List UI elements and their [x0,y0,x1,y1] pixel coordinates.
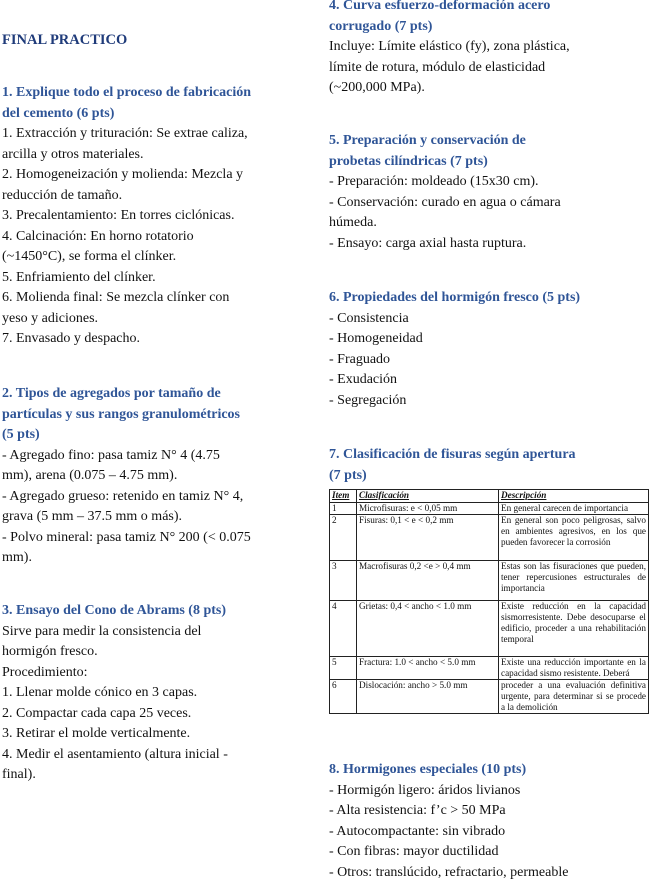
table-row [330,657,649,680]
text-line: Procedimiento: [2,663,318,684]
table-cell: Microfisuras: e < 0,05 mm [357,503,499,515]
table-cell: 5 [330,657,357,680]
section-7-heading-line: 7. Clasificación de fisuras según apertura [329,445,645,466]
section-8 [329,760,645,883]
table-cell: 3 [330,561,357,601]
section-5-heading-line: 5. Preparación y conservación de [329,131,645,152]
table-row [330,503,649,515]
text-line: (~1450°C), se forma el clínker. [2,247,318,268]
section-7-heading-line: (7 pts) [329,466,645,487]
section-4-heading-line: corrugado (7 pts) [329,17,645,38]
text-line: Sirve para medir la consistencia del [2,622,318,643]
text-line: límite de rotura, módulo de elasticidad [329,58,645,79]
section-1-heading-line: 1. Explique todo el proceso de fabricación [2,83,318,104]
section-1-heading-line: del cemento (6 pts) [2,104,318,125]
text-line: 2. Compactar cada capa 25 veces. [2,704,318,725]
text-line: - Hormigón ligero: áridos livianos [329,781,645,802]
text-line: 1. Extracción y trituración: Se extrae caliza, [2,124,318,145]
text-line: mm), arena (0.075 – 4.75 mm). [2,466,318,487]
section-6-heading-line: 6. Propiedades del hormigón fresco (5 pts) [329,288,645,309]
text-line: - Consistencia [329,309,645,330]
text-line: - Autocompactante: sin vibrado [329,822,645,843]
table-cell: 1 [330,503,357,515]
text-line: 3. Retirar el molde verticalmente. [2,724,318,745]
table-cell: Estas son las fisuraciones que pueden, tener repercusiones estructurales de importancia [499,561,649,601]
section-2-heading-line: 2. Tipos de agregados por tamaño de [2,384,318,405]
table-header-cell: Descripción [499,490,649,503]
table-header-row [330,490,649,503]
text-line: - Polvo mineral: pasa tamiz N° 200 (< 0.075 [2,528,318,549]
section-2-heading-line: (5 pts) [2,425,318,446]
text-line: - Con fibras: mayor ductilidad [329,842,645,863]
table-header-cell: Item [330,490,357,503]
text-line: 4. Calcinación: En horno rotatorio [2,227,318,248]
table-cell: Fisuras: 0,1 < e < 0,2 mm [357,515,499,561]
text-line: (~200,000 MPa). [329,78,645,99]
text-line: húmeda. [329,213,645,234]
table-cell: Existe reducción en la capacidad sismorresistente. Debe desocuparse el edificio, proceder a una rehabilitación temporal [499,601,649,657]
table-cell: Macrofisuras 0,2 <e > 0,4 mm [357,561,499,601]
section-2 [2,384,318,569]
text-line: reducción de tamaño. [2,186,318,207]
table-cell: 4 [330,601,357,657]
text-line: - Ensayo: carga axial hasta ruptura. [329,234,645,255]
fissure-table [329,489,649,714]
text-line: - Otros: translúcido, refractario, permeable [329,863,645,883]
text-line: 6. Molienda final: Se mezcla clínker con [2,288,318,309]
text-line: - Conservación: curado en agua o cámara [329,193,645,214]
text-line: mm). [2,548,318,569]
text-line: 4. Medir el asentamiento (altura inicial - [2,745,318,766]
section-4 [329,0,645,99]
table-header-cell: Clasificación [357,490,499,503]
text-line: final). [2,765,318,786]
text-line: - Homogeneidad [329,329,645,350]
table-cell: En general carecen de importancia [499,503,649,515]
section-8-heading-line: 8. Hormigones especiales (10 pts) [329,760,645,781]
table-cell: Grietas: 0,4 < ancho < 1.0 mm [357,601,499,657]
text-line: - Agregado grueso: retenido en tamiz N° 4, [2,487,318,508]
text-line: 2. Homogeneización y molienda: Mezcla y [2,165,318,186]
table-row [330,680,649,714]
text-line: yeso y adiciones. [2,309,318,330]
table-cell: Fractura: 1.0 < ancho < 5.0 mm [357,657,499,680]
text-line: 7. Envasado y despacho. [2,329,318,350]
table-row [330,601,649,657]
section-4-heading-line: 4. Curva esfuerzo-deformación acero [329,0,645,17]
table-cell: Existe una reducción importante en la capacidad sismo resistente. Deberá [499,657,649,680]
section-3 [2,601,318,786]
text-line: 1. Llenar molde cónico en 3 capas. [2,683,318,704]
section-2-heading-line: partículas y sus rangos granulométricos [2,405,318,426]
text-line: - Agregado fino: pasa tamiz N° 4 (4.75 [2,446,318,467]
section-1 [2,83,318,350]
text-line: - Exudación [329,370,645,391]
table-cell: En general son poco peligrosas, salvo en ambientes agresivos, en los que pueden favorecer la corrosión [499,515,649,561]
text-line: - Segregación [329,391,645,412]
document-title: FINAL PRACTICO [2,32,127,49]
text-line: 3. Precalentamiento: En torres ciclónicas. [2,206,318,227]
section-6 [329,288,645,411]
text-line: - Preparación: moldeado (15x30 cm). [329,172,645,193]
table-row [330,561,649,601]
text-line: - Fraguado [329,350,645,371]
text-line: hormigón fresco. [2,642,318,663]
text-line: Incluye: Límite elástico (fy), zona plástica, [329,37,645,58]
text-line: 5. Enfriamiento del clínker. [2,268,318,289]
table-cell: 6 [330,680,357,714]
table-cell: 2 [330,515,357,561]
section-5-heading-line: probetas cilíndricas (7 pts) [329,152,645,173]
table-row [330,515,649,561]
section-3-heading-line: 3. Ensayo del Cono de Abrams (8 pts) [2,601,318,622]
text-line: arcilla y otros materiales. [2,145,318,166]
section-5 [329,131,645,254]
text-line: grava (5 mm – 37.5 mm o más). [2,507,318,528]
section-7 [329,445,645,714]
table-cell: proceder a una evaluación definitiva urgente, para determinar si se procede a la demolición [499,680,649,714]
table-cell: Dislocación: ancho > 5.0 mm [357,680,499,714]
text-line: - Alta resistencia: f’c > 50 MPa [329,801,645,822]
